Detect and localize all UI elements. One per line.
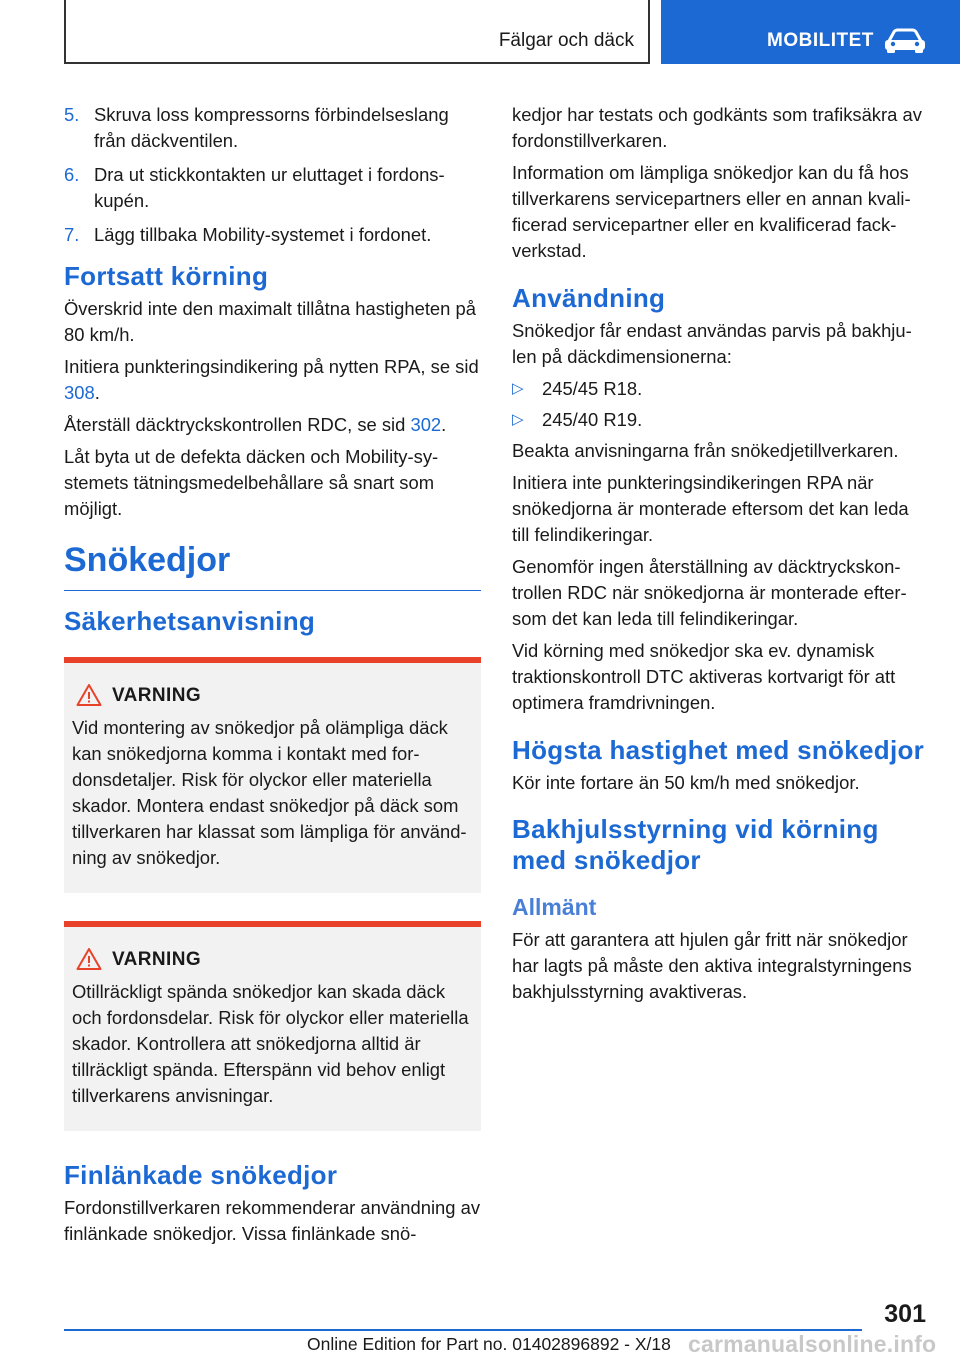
page-link-302[interactable]: 302 bbox=[410, 414, 442, 435]
paragraph: Låt byta ut de defekta däcken och Mobility-systemets tätningsmedelbehållare så snart som möjligt. bbox=[64, 446, 439, 519]
paragraph: Beakta anvisningarna från snökedjetillverkaren. bbox=[512, 440, 899, 461]
heading-max-speed: Högsta hastighet med snökedjor bbox=[512, 735, 925, 765]
warning-text: Otillräckligt spända snökedjor kan skada däck och fordonsdelar. Risk för olyckor eller materiella skador. Kontrollera att snökedjorna alltid är tillräckligt spända. Efterspänn vid behov enligt tillverkarens anvisningar. bbox=[72, 981, 469, 1106]
paragraph: kedjor har testats och godkänts som trafiksäkra av fordonstillverkaren. bbox=[512, 104, 922, 151]
triangle-bullet-icon: ▷ bbox=[512, 380, 524, 397]
warning-title: VARNING bbox=[112, 949, 202, 970]
step-number: 7. bbox=[64, 224, 80, 245]
step-number: 5. bbox=[64, 104, 80, 125]
paragraph: Snökedjor får endast användas parvis på bakhjulen på däckdimensionerna: bbox=[512, 320, 912, 367]
tire-size-list bbox=[512, 376, 928, 433]
list-item: ▷ 245/40 R19. bbox=[512, 407, 928, 433]
paragraph: Information om lämpliga snökedjor kan du få hos tillverkarens servicepartners eller en annan kvalificerad servicepartner eller en kvalificerad fackverkstad. bbox=[512, 162, 911, 261]
warning-triangle-icon bbox=[76, 947, 102, 971]
heading-fine-link-chains: Finlänkade snökedjor bbox=[64, 1160, 338, 1190]
paragraph: Vid körning med snökedjor ska ev. dynamisk traktionskontroll DTC aktiveras kortvarigt för att optimera framdrivningen. bbox=[512, 640, 896, 713]
paragraph: För att garantera att hjulen går fritt när snökedjor har lagts på måste den aktiva integralstyrningens bakhjulsstyrning avaktiveras. bbox=[512, 929, 912, 1002]
warning-text: Vid montering av snökedjor på olämpliga däck kan snökedjorna komma i kontakt med fordonsdetaljer. Risk för olyckor eller materiella skador. Montera endast snökedjor på däck som tillverkaren har klassat som lämpliga för användning av snökedjor. bbox=[72, 717, 467, 868]
step-text: Skruva loss kompressorns förbindelseslang från däckventilen. bbox=[94, 104, 449, 151]
warning-box bbox=[64, 657, 481, 893]
header-chapter-box bbox=[64, 0, 650, 64]
list-item bbox=[64, 102, 481, 154]
paragraph: Genomför ingen återställning av däcktryckskontrollen RDC när snökedjorna är monterade eftersom det kan leda till felindikeringar. bbox=[512, 556, 907, 629]
list-item bbox=[64, 162, 481, 214]
footer-edition: Online Edition for Part no. 01402896892 - X/18 bbox=[307, 1334, 671, 1354]
paragraph: Initiera punkteringsindikering på nytten RPA, se sid 308. bbox=[64, 356, 479, 403]
heading-rear-wheel-steering: Bakhjulsstyrning vid körning med snökedjor bbox=[512, 814, 879, 875]
chapter-title: Snökedjor bbox=[64, 528, 481, 591]
step-text: Dra ut stickkontakten ur eluttaget i fordonskupén. bbox=[94, 164, 445, 211]
heading-continued-driving: Fortsatt körning bbox=[64, 261, 269, 291]
paragraph: Överskrid inte den maximalt tillåtna hastigheten på 80 km/h. bbox=[64, 298, 476, 345]
header-section-label: MOBILITET bbox=[767, 30, 874, 51]
step-number: 6. bbox=[64, 164, 80, 185]
page-link-308[interactable]: 308 bbox=[64, 382, 95, 403]
steps-list bbox=[64, 102, 481, 248]
header-chapter-title: Fälgar och däck bbox=[498, 30, 634, 51]
page-number: 301 bbox=[884, 1300, 926, 1328]
left-column bbox=[64, 102, 481, 1253]
paragraph: Kör inte fortare än 50 km/h med snökedjor. bbox=[512, 772, 860, 793]
paragraph: Fordonstillverkaren rekommenderar användning av finlänkade snökedjor. Vissa finlänkade snö- bbox=[64, 1197, 481, 1244]
list-item bbox=[64, 222, 481, 248]
warning-title: VARNING bbox=[112, 685, 202, 706]
triangle-bullet-icon: ▷ bbox=[512, 411, 524, 428]
car-icon bbox=[883, 28, 927, 54]
warning-box bbox=[64, 921, 481, 1131]
paragraph: Initiera inte punkteringsindikeringen RPA när snökedjorna är monterade eftersom det kan leda till felindikeringar. bbox=[512, 472, 909, 545]
footer-watermark: carmanualsonline.info bbox=[688, 1331, 937, 1357]
heading-general: Allmänt bbox=[512, 894, 597, 920]
warning-header bbox=[72, 947, 473, 975]
list-item: ▷ 245/45 R18. bbox=[512, 376, 928, 402]
heading-safety: Säkerhetsanvisning bbox=[64, 606, 316, 636]
paragraph: Återställ däcktryckskontrollen RDC, se sid 302. bbox=[64, 414, 447, 435]
header-section-tab[interactable] bbox=[661, 0, 960, 64]
warning-triangle-icon bbox=[76, 683, 102, 707]
warning-header bbox=[72, 683, 473, 711]
step-text: Lägg tillbaka Mobility-systemet i fordonet. bbox=[94, 224, 432, 245]
right-column bbox=[512, 102, 928, 1011]
heading-usage: Användning bbox=[512, 283, 666, 313]
